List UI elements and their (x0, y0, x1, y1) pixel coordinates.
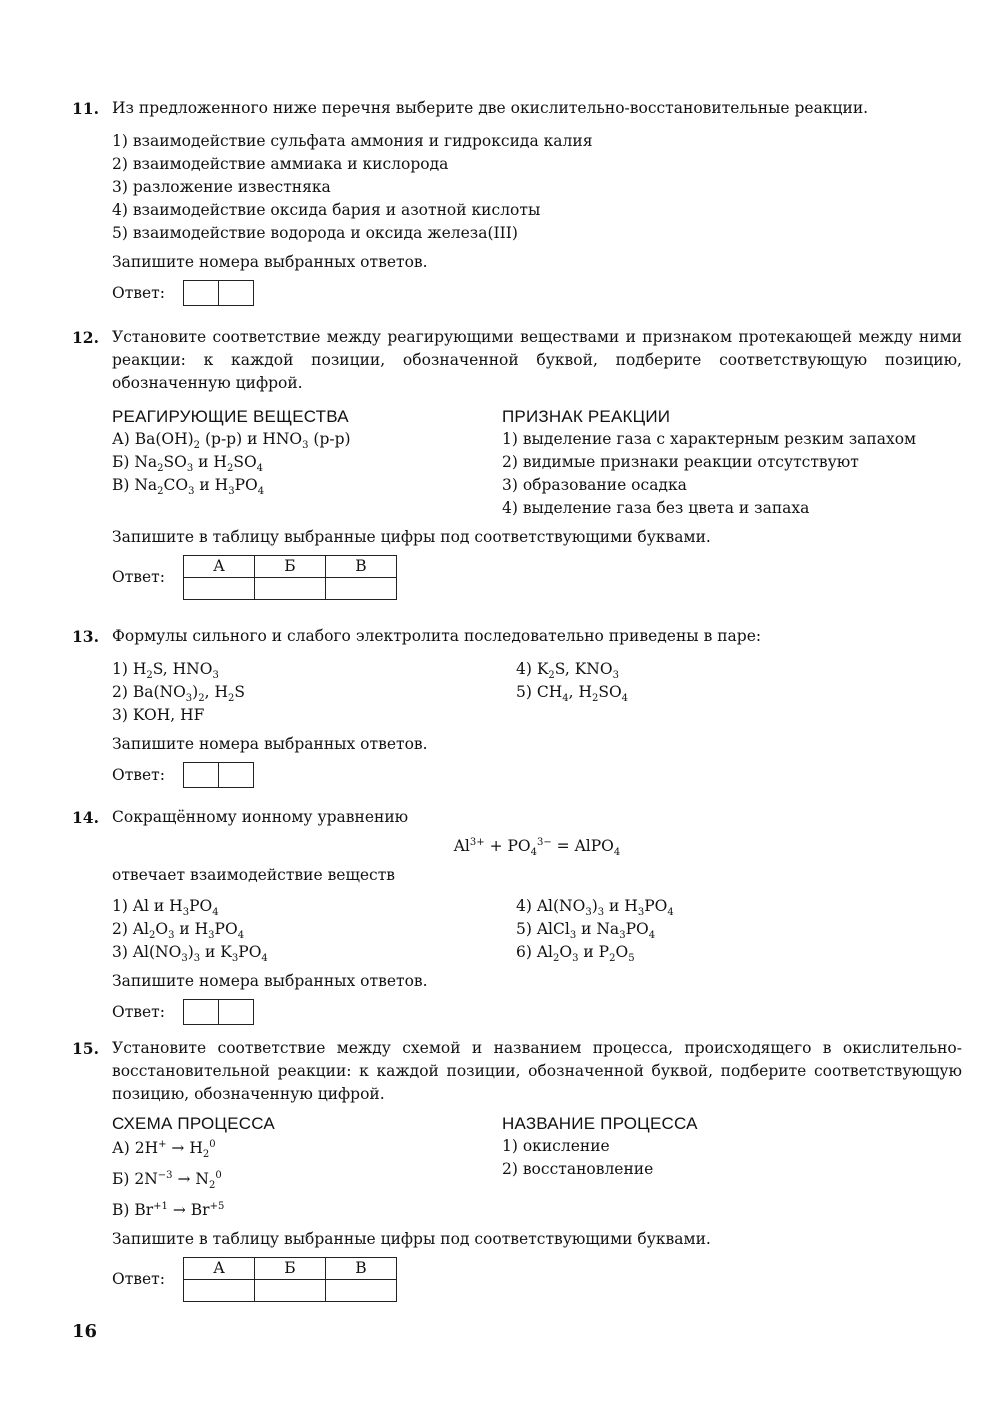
instruction: Запишите номера выбранных ответов. (112, 735, 428, 753)
question-12 (72, 326, 962, 600)
process-names-column (502, 1112, 698, 1222)
answer-cell-c[interactable] (325, 1280, 396, 1302)
question-text: Формулы сильного и слабого электролита последовательно приведены в паре: (112, 627, 762, 645)
answer-cell[interactable] (219, 763, 253, 787)
instruction: Запишите в таблицу выбранные цифры под соответствующими буквами. (112, 528, 711, 546)
options-list (112, 130, 962, 245)
options-left (112, 895, 516, 964)
option-6: 6) $Al_2O_3$ и $P_2O_5$ (516, 943, 635, 965)
option-1: 1) $H_2S$, $HNO_3$ (112, 660, 219, 682)
question-number: 13. (72, 627, 99, 646)
reactant-b: Б) $Na_2SO_3$ и $H_2SO_4$ (112, 453, 264, 475)
column-header: СХЕМА ПРОЦЕССА (112, 1114, 275, 1133)
option-4: 4) $K_2S$, $KNO_3$ (516, 660, 619, 682)
option-1: 1) Al и $H_3PO_4$ (112, 897, 219, 919)
answer-box[interactable] (183, 999, 254, 1025)
scheme-b: Б) $2N^{-3} \to N_2^0$ (112, 1169, 222, 1192)
answer-row (112, 555, 962, 600)
process-1: 1) окисление (502, 1137, 610, 1155)
answer-cell-a[interactable] (183, 578, 254, 600)
option-2: 2) $Ba(NO_3)_2$, $H_2S$ (112, 683, 245, 705)
answer-label: Ответ: (112, 283, 165, 302)
instruction: Запишите в таблицу выбранные цифры под соответствующими буквами. (112, 1230, 711, 1248)
answer-header-c: В (325, 556, 396, 578)
question-text: Установите соответствие между реагирующими веществами и признаком протекающей между ними реакции: к каждой позиции, обозначенной буквой, подберите соответствующую позицию, обозначенную цифрой. (112, 328, 962, 392)
instruction: Запишите номера выбранных ответов. (112, 972, 428, 990)
answer-cell-c[interactable] (325, 578, 396, 600)
column-header: ПРИЗНАК РЕАКЦИИ (502, 407, 671, 426)
answer-cell[interactable] (184, 763, 219, 787)
option-5: 5) $CH_4$, $H_2SO_4$ (516, 683, 629, 705)
question-15 (72, 1037, 962, 1302)
answer-cell[interactable] (219, 281, 253, 305)
column-header: РЕАГИРУЮЩИЕ ВЕЩЕСТВА (112, 407, 349, 426)
option-3: 3) разложение известняка (112, 178, 331, 196)
answer-label: Ответ: (112, 1270, 165, 1288)
question-number: 15. (72, 1039, 99, 1058)
answer-header-c: В (325, 1258, 396, 1280)
question-11 (72, 97, 962, 306)
sign-2: 2) видимые признаки реакции отсутствуют (502, 453, 859, 471)
option-3: 3) KOH, HF (112, 706, 205, 724)
process-2: 2) восстановление (502, 1160, 654, 1178)
option-5: 5) AlCl$_3$ и $Na_3PO_4$ (516, 920, 656, 942)
page-number: 16 (72, 1321, 98, 1342)
question-text: Установите соответствие между схемой и названием процесса, происходящего в окислительно-восстановительной реакции: к каждой позиции, обозначенной буквой, подберите соответствующую позицию, обозначенную цифрой. (112, 1039, 962, 1103)
question-number: 14. (72, 808, 99, 827)
question-number: 11. (72, 99, 99, 118)
answer-row (112, 999, 962, 1025)
answer-table (183, 555, 397, 600)
answer-cell-a[interactable] (183, 1280, 254, 1302)
question-text-2: отвечает взаимодействие веществ (112, 866, 396, 884)
answer-cell[interactable] (219, 1000, 253, 1024)
answer-cell[interactable] (184, 281, 219, 305)
sign-1: 1) выделение газа с характерным резким запахом (502, 430, 917, 448)
ionic-equation: $Al^{3+} + PO_4^{3-}$ = AlPO$_4$ (453, 836, 621, 859)
option-4: 4) взаимодействие оксида бария и азотной кислоты (112, 201, 541, 219)
answer-box[interactable] (183, 762, 254, 788)
option-3: 3) $Al(NO_3)_3$ и $K_3PO_4$ (112, 943, 268, 965)
options-left (112, 658, 516, 727)
reactants-column (112, 405, 502, 520)
question-text: Из предложенного ниже перечня выберите две окислительно-восстановительные реакции. (112, 99, 869, 117)
question-14 (72, 806, 962, 1025)
schemes-column (112, 1112, 502, 1222)
answer-label: Ответ: (112, 765, 165, 784)
instruction: Запишите номера выбранных ответов. (112, 253, 428, 271)
answer-header-a: А (183, 556, 254, 578)
answer-cell-b[interactable] (254, 1280, 325, 1302)
sign-3: 3) образование осадка (502, 476, 687, 494)
answer-cell[interactable] (184, 1000, 219, 1024)
reactant-a: А) $Ba(OH)_2$ (р-р) и $HNO_3$ (р-р) (112, 430, 351, 452)
option-1: 1) взаимодействие сульфата аммония и гидроксида калия (112, 132, 593, 150)
answer-header-b: Б (254, 556, 325, 578)
answer-row (112, 762, 962, 788)
answer-header-a: А (183, 1258, 254, 1280)
answer-label: Ответ: (112, 568, 165, 586)
options-right (516, 658, 628, 727)
option-2: 2) взаимодействие аммиака и кислорода (112, 155, 449, 173)
question-text: Сокращённому ионному уравнению (112, 808, 409, 826)
question-13 (72, 625, 962, 788)
answer-box[interactable] (183, 280, 254, 306)
option-5: 5) взаимодействие водорода и оксида железа(III) (112, 224, 518, 242)
answer-row (112, 1257, 962, 1302)
column-header: НАЗВАНИЕ ПРОЦЕССА (502, 1114, 698, 1133)
question-number: 12. (72, 328, 99, 347)
answer-table (183, 1257, 397, 1302)
scheme-a: А) $2H^+ \to H_2^0$ (112, 1138, 216, 1161)
options-right (516, 895, 674, 964)
signs-column (502, 405, 916, 520)
scheme-c: В) $Br^{+1} \to Br^{+5}$ (112, 1200, 225, 1219)
answer-cell-b[interactable] (254, 578, 325, 600)
answer-header-b: Б (254, 1258, 325, 1280)
sign-4: 4) выделение газа без цвета и запаха (502, 499, 810, 517)
answer-label: Ответ: (112, 1002, 165, 1021)
reactant-c: В) $Na_2CO_3$ и $H_3PO_4$ (112, 476, 265, 498)
answer-row (112, 280, 962, 306)
option-4: 4) $Al(NO_3)_3$ и $H_3PO_4$ (516, 897, 674, 919)
option-2: 2) $Al_2O_3$ и $H_3PO_4$ (112, 920, 245, 942)
